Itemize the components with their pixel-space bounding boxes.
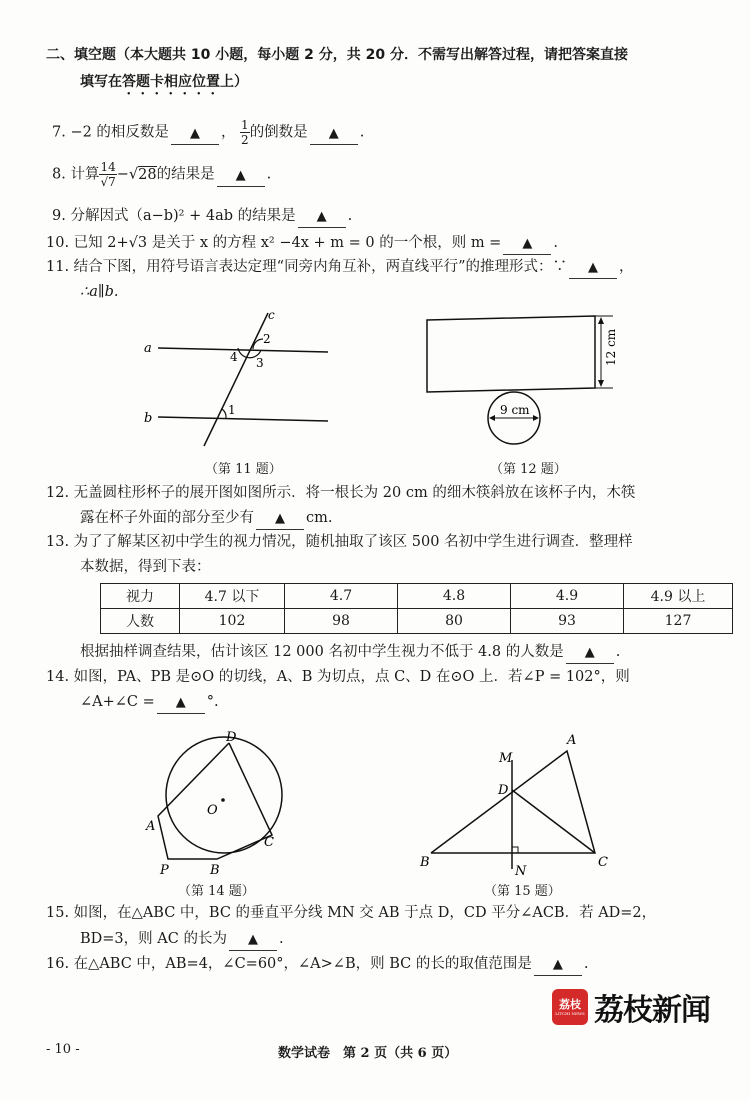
question-number: 14. — [46, 669, 70, 685]
punct: . — [583, 956, 589, 972]
answer-triangle-icon: ▲ — [588, 260, 598, 275]
minus-sqrt: −√ — [116, 166, 139, 183]
punct: . — [266, 166, 272, 183]
figure-14-caption: （第 14 题） — [178, 884, 255, 899]
answer-blank — [217, 165, 265, 187]
heading-emphasis: 答题卡相应位置 — [122, 74, 220, 90]
heading-text: 填写在 — [80, 74, 122, 90]
question-text: −2 的相反数是 — [70, 124, 169, 141]
section-heading-line2 — [80, 72, 248, 98]
answer-triangle-icon: ▲ — [189, 125, 200, 141]
table-cell: 93 — [511, 609, 624, 634]
logo-badge-text: 荔枝 — [559, 997, 581, 1011]
question-13 — [46, 532, 633, 552]
page-number: - 10 - — [46, 1042, 80, 1057]
table-cell: 127 — [624, 609, 733, 634]
question-number: 15. — [46, 905, 70, 921]
label-2: 2 — [263, 332, 271, 346]
table-row — [101, 609, 733, 634]
answer-triangle-icon: ▲ — [316, 209, 327, 224]
question-text: 根据抽样调查结果，估计该区 12 000 名初中学生视力不低于 4.8 的人数是 — [80, 644, 564, 660]
table-header-cell: 人数 — [101, 609, 180, 634]
quadrilateral-and-tangents — [158, 743, 272, 859]
punct: ， — [619, 259, 634, 275]
question-text: 计算 — [70, 166, 100, 183]
table-header-cell: 视力 — [101, 584, 180, 609]
label-B: B — [420, 855, 430, 870]
question-text: 露在杯子外面的部分至少有 — [80, 510, 254, 526]
denominator: √7 — [100, 175, 116, 189]
angle-1-arc — [222, 409, 226, 418]
question-text: 如图，PA、PB 是⊙O 的切线，A、B 为切点，点 C、D 在⊙O 上．若∠P = 102°，则 — [73, 669, 630, 685]
question-14-line2 — [80, 692, 219, 714]
figure-15 — [415, 722, 635, 877]
table-cell: 4.8 — [398, 584, 511, 609]
answer-blank — [310, 123, 358, 145]
label-3: 3 — [256, 356, 264, 370]
answer-triangle-icon: ▲ — [328, 125, 339, 141]
question-text: 的结果是 — [156, 166, 215, 183]
table-cell: 98 — [285, 609, 398, 634]
question-text: ∠A+∠C = — [80, 694, 155, 710]
answer-blank — [569, 257, 617, 279]
answer-triangle-icon: ▲ — [175, 695, 186, 710]
question-12-line2 — [80, 508, 332, 530]
question-text: 如图，在△ABC 中，BC 的垂直平分线 MN 交 AB 于点 D，CD 平分∠ACB．若 AD=2， — [73, 905, 657, 921]
question-number: 8. — [52, 166, 66, 183]
answer-triangle-icon: ▲ — [584, 645, 595, 660]
question-11 — [46, 257, 634, 279]
right-angle-mark — [512, 847, 518, 853]
punct: . — [615, 644, 621, 660]
heading-text-end: 上） — [220, 74, 248, 90]
figure-12 — [420, 308, 625, 458]
segment-cd — [512, 790, 595, 853]
answer-blank — [534, 954, 582, 976]
label-1: 1 — [228, 403, 236, 417]
label-O: O — [207, 803, 218, 818]
vision-data-table — [100, 583, 733, 634]
question-text: 已知 2+√3 是关于 x 的方程 x² −4x + m = 0 的一个根，则 m = — [73, 235, 502, 251]
diameter-label: 9 cm — [500, 403, 530, 417]
arrow-head — [598, 317, 604, 324]
answer-triangle-icon: ▲ — [235, 167, 246, 183]
table-cell: 4.7 — [285, 584, 398, 609]
punct: ， — [220, 124, 236, 141]
height-label: 12 cm — [604, 328, 618, 366]
label-D: D — [226, 730, 237, 745]
triangle-abc — [431, 751, 595, 853]
figure-14 — [140, 722, 290, 877]
table-cell: 4.7 以下 — [180, 584, 285, 609]
figure-15-caption: （第 15 题） — [484, 884, 561, 899]
answer-blank — [256, 508, 304, 530]
litchi-news-logo — [552, 985, 710, 1029]
question-12 — [46, 483, 635, 503]
label-b: b — [144, 411, 153, 426]
label-C: C — [598, 855, 608, 870]
question-text: 结合下图，用符号语言表达定理“同旁内角互补，两直线平行”的推理形式：∵ — [73, 259, 567, 275]
label-D: D — [498, 783, 509, 798]
answer-blank — [229, 929, 277, 951]
punct: . — [359, 124, 365, 141]
punct: . — [278, 931, 284, 947]
numerator: 14 — [100, 160, 116, 174]
arrow-head — [533, 415, 539, 421]
table-cell: 102 — [180, 609, 285, 634]
label-4: 4 — [230, 350, 238, 364]
answer-blank — [566, 642, 614, 664]
question-text: 分解因式（a−b)² + 4ab 的结果是 — [70, 208, 296, 224]
label-c: c — [268, 308, 275, 322]
fraction — [99, 160, 116, 189]
center-point — [221, 798, 225, 802]
label-B: B — [210, 863, 220, 877]
unrolled-side-rectangle — [427, 316, 595, 392]
table-cell: 4.9 以上 — [624, 584, 733, 609]
arrow-head — [489, 415, 495, 421]
question-13-line2: 本数据，得到下表： — [80, 559, 211, 575]
answer-blank — [503, 233, 551, 255]
question-number: 13. — [46, 534, 70, 550]
question-14 — [46, 667, 630, 687]
question-number: 7. — [52, 124, 66, 141]
question-text: 为了了解某区初中学生的视力情况，随机抽取了该区 500 名初中学生进行调查．整理样 — [73, 534, 633, 550]
question-number: 10. — [46, 235, 70, 251]
label-C: C — [264, 835, 274, 850]
question-7 — [52, 118, 364, 147]
question-text: 在△ABC 中，AB=4，∠C=60°，∠A>∠B，则 BC 的长的取值范围是 — [73, 956, 532, 972]
label-a: a — [144, 341, 152, 356]
answer-triangle-icon: ▲ — [247, 932, 258, 947]
line-c — [204, 313, 268, 446]
label-A: A — [567, 733, 577, 748]
table-cell: 80 — [398, 609, 511, 634]
question-number: 12. — [46, 485, 70, 501]
question-8 — [52, 160, 271, 189]
unit-text: cm. — [306, 510, 333, 526]
answer-triangle-icon: ▲ — [552, 957, 563, 972]
punct: . — [553, 235, 558, 251]
figure-11-caption: （第 11 题） — [205, 462, 282, 477]
unit-text: °. — [206, 694, 219, 710]
question-15 — [46, 903, 656, 923]
logo-badge-subtext: LITCHI NEWS — [555, 1010, 585, 1016]
label-A: A — [146, 819, 156, 834]
question-13-ask — [80, 642, 620, 664]
label-P: P — [160, 863, 169, 877]
answer-blank — [171, 123, 219, 145]
table-row — [101, 584, 733, 609]
question-15-line2 — [80, 929, 284, 951]
arrow-head — [598, 380, 604, 387]
question-11-conclusion: ∴a∥b. — [80, 284, 119, 300]
question-10 — [46, 233, 558, 255]
punct: . — [347, 208, 353, 224]
question-16 — [46, 954, 588, 976]
answer-blank — [298, 206, 346, 228]
question-number: 16. — [46, 956, 70, 972]
answer-blank — [157, 692, 205, 714]
fraction — [240, 118, 250, 147]
figure-11 — [130, 305, 350, 455]
question-text: BD=3，则 AC 的长为 — [80, 931, 227, 947]
section-heading: 二、填空题（本大题共 10 小题，每小题 2 分，共 20 分．不需写出解答过程，请把答案直接 — [46, 47, 628, 63]
numerator: 1 — [241, 118, 249, 132]
question-number: 11. — [46, 259, 70, 275]
question-number: 9. — [52, 208, 66, 224]
footer-title: 数学试卷 第 2 页（共 6 页） — [278, 1046, 458, 1061]
logo-text: 荔枝新闻 — [594, 993, 710, 1028]
table-cell: 4.9 — [511, 584, 624, 609]
label-N: N — [515, 864, 527, 877]
question-text: 的倒数是 — [249, 124, 308, 141]
line-b — [158, 417, 328, 421]
label-M: M — [499, 751, 513, 766]
answer-triangle-icon: ▲ — [522, 236, 533, 251]
radicand: 28 — [138, 166, 157, 183]
logo-badge — [552, 989, 588, 1025]
answer-triangle-icon: ▲ — [275, 511, 285, 526]
figure-12-caption: （第 12 题） — [490, 462, 567, 477]
denominator: 2 — [241, 133, 249, 147]
question-9 — [52, 206, 352, 228]
line-a — [158, 348, 328, 352]
question-text: 无盖圆柱形杯子的展开图如图所示．将一根长为 20 cm 的细木筷斜放在该杯子内，木筷 — [73, 485, 636, 501]
